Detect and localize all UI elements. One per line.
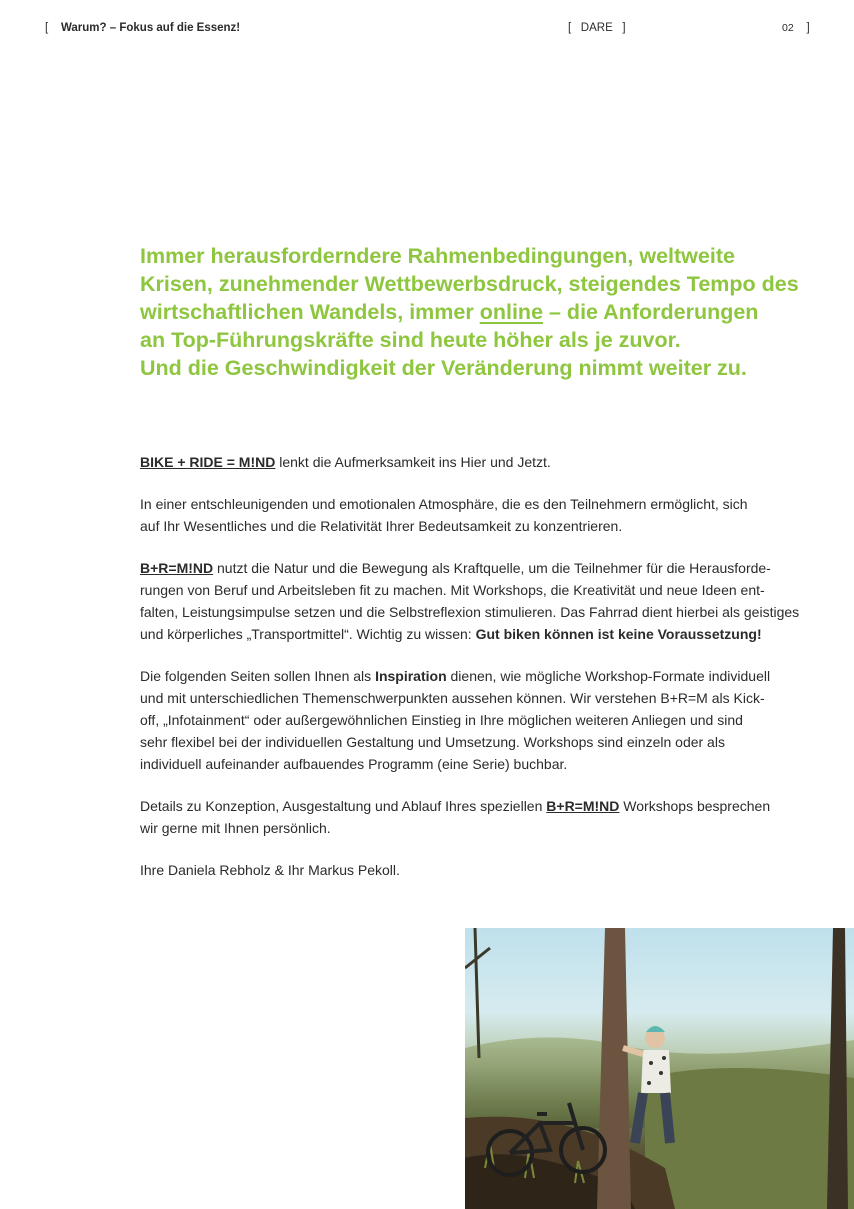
- signature: Ihre Daniela Rebholz & Ihr Markus Pekoll.: [140, 862, 400, 878]
- header-page-number: [782, 22, 810, 34]
- paragraph-text: Details zu Konzeption, Ausgestaltung und Ablauf Ihres speziellen: [140, 798, 547, 814]
- paragraph-line: [140, 623, 805, 645]
- section-title: Warum? – Fokus auf die Essenz!: [60, 22, 241, 34]
- brand-name: B+R=M!ND: [140, 560, 214, 576]
- chapter-label: DARE: [580, 22, 613, 34]
- paragraph-text: und körperliches „Transportmittel“. Wichtig zu wissen:: [140, 626, 476, 642]
- paragraph-line: falten, Leistungsimpulse setzen und die Selbstreflexion stimulieren. Das Fahrrad dient hierbei als geistiges: [140, 604, 800, 620]
- paragraph-line: individuell aufeinander aufbauendes Programm (eine Serie) buchbar.: [140, 756, 568, 772]
- paragraph-line: rungen von Beruf und Arbeitsleben fit zu machen. Mit Workshops, die Kreativität und neue Ideen ent-: [140, 582, 765, 598]
- headline-line: Immer herausforderndere Rahmenbedingungen, weltweite: [140, 244, 735, 268]
- paragraph-line: [140, 795, 805, 817]
- brand-name: BIKE + RIDE = M!ND: [140, 454, 276, 470]
- header-chapter: [568, 22, 626, 34]
- header-section-title: [45, 22, 240, 34]
- paragraph-text: dienen, wie mögliche Workshop-Formate individuell: [446, 668, 771, 684]
- page-number: 02: [782, 22, 794, 34]
- paragraph-line: auf Ihr Wesentliches und die Relativität Ihrer Bedeutsamkeit zu konzentrieren.: [140, 518, 623, 534]
- brand-name: B+R=M!ND: [546, 798, 620, 814]
- paragraph-line: und mit unterschiedlichen Themenschwerpunkten aussehen können. Wir verstehen B+R=M als Kick-: [140, 690, 765, 706]
- paragraph-line: off, „Infotainment“ oder außergewöhnlichen Einstieg in Ihre möglichen weiteren Anliegen und sind: [140, 712, 743, 728]
- emphasis-text: Gut biken können ist keine Voraussetzung!: [475, 626, 762, 642]
- paragraph-2: [140, 493, 805, 537]
- body-text: [140, 451, 805, 901]
- paragraph-4: [140, 665, 805, 775]
- paragraph-text: Workshops besprechen: [619, 798, 771, 814]
- headline-text: – die Anforderungen: [543, 300, 759, 324]
- paragraph-text: lenkt die Aufmerksamkeit ins Hier und Jetzt.: [275, 454, 551, 470]
- paragraph-line: In einer entschleunigenden und emotionalen Atmosphäre, die es den Teilnehmern ermöglicht, sich: [140, 496, 748, 512]
- photo-biker-valley: [465, 928, 854, 1209]
- online-link[interactable]: online: [479, 300, 544, 324]
- intro-headline: [140, 242, 820, 382]
- bracket-open: [: [568, 22, 572, 34]
- paragraph-text: nutzt die Natur und die Bewegung als Kraftquelle, um die Teilnehmer für die Herausforde-: [213, 560, 771, 576]
- paragraph-line: sehr flexibel bei der individuellen Gestaltung und Umsetzung. Workshops sind einzeln oder als: [140, 734, 725, 750]
- bracket-close: ]: [806, 22, 810, 34]
- paragraph-text: Die folgenden Seiten sollen Ihnen als: [140, 668, 376, 684]
- headline-line: Krisen, zunehmender Wettbewerbsdruck, steigendes Tempo des: [140, 272, 799, 296]
- bracket-close: ]: [622, 22, 626, 34]
- paragraph-line: [140, 665, 805, 687]
- emphasis-text: Inspiration: [375, 668, 447, 684]
- paragraph-line: [140, 557, 805, 579]
- paragraph-5: [140, 795, 805, 839]
- paragraph-1: [140, 451, 805, 473]
- paragraph-line: wir gerne mit Ihnen persönlich.: [140, 820, 331, 836]
- headline-text: wirtschaftlichen Wandels, immer: [140, 300, 480, 324]
- bracket-open: [: [45, 22, 49, 34]
- headline-line: Und die Geschwindigkeit der Veränderung nimmt weiter zu.: [140, 356, 747, 380]
- headline-line: an Top-Führungskräfte sind heute höher als je zuvor.: [140, 328, 681, 352]
- photo-illustration: [465, 928, 854, 1209]
- paragraph-3: [140, 557, 805, 645]
- headline-line: [140, 298, 820, 326]
